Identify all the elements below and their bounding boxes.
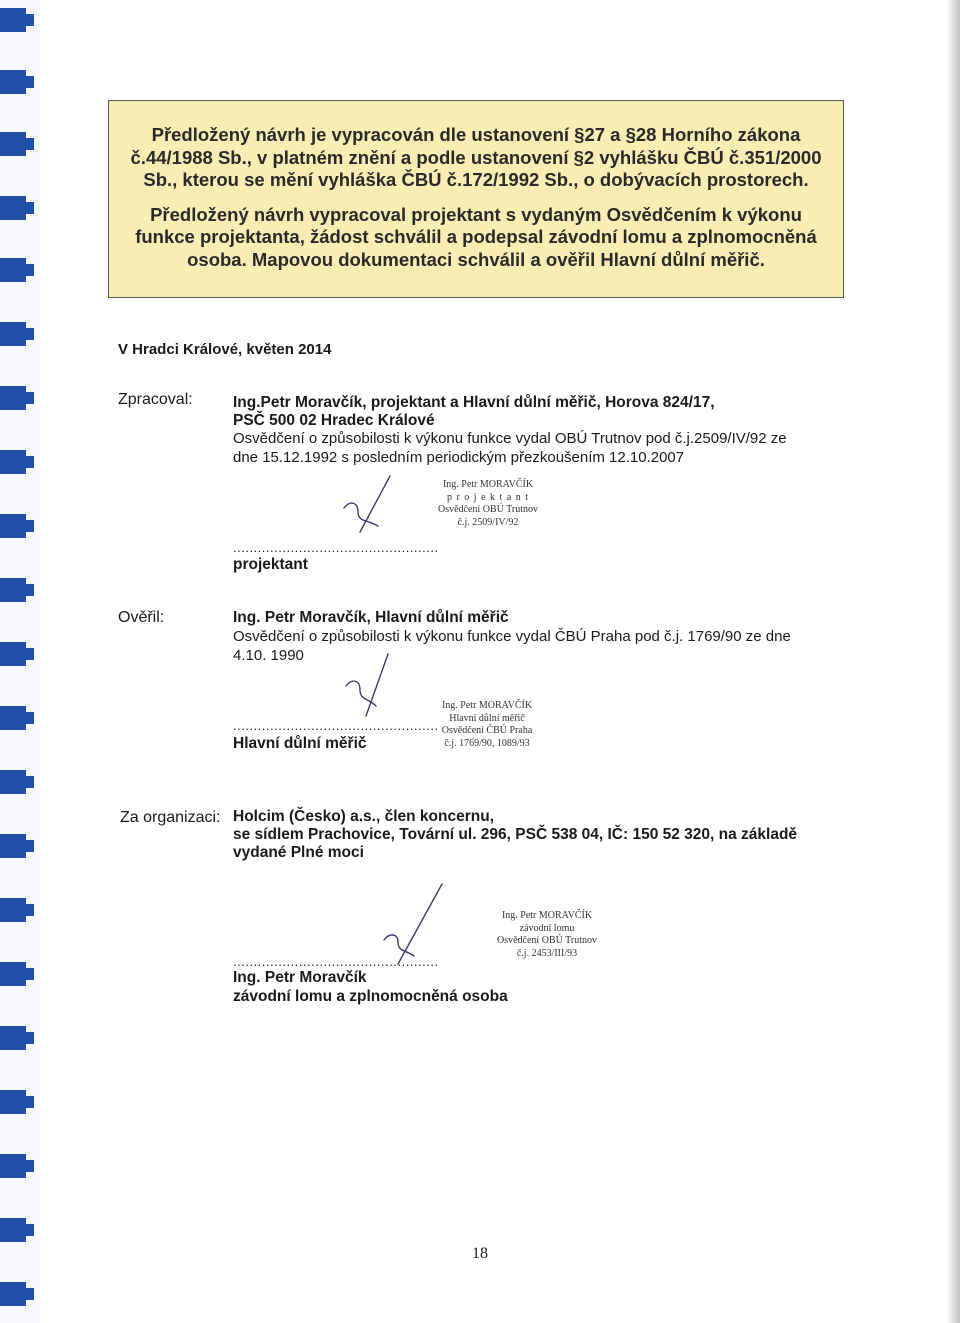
binder-tab <box>0 70 26 94</box>
overil-certificate-line: Osvědčení o způsobilosti k výkonu funkce vydal ČBÚ Praha pod č.j. 1769/90 ze dne <box>233 628 791 645</box>
merice-role: Hlavní důlní měřič <box>233 735 367 752</box>
binder-tab <box>0 898 26 922</box>
binder-tab <box>0 1154 26 1178</box>
zavodni-name: Ing. Petr Moravčík <box>233 969 367 986</box>
merice-signature-line: .................................................. <box>233 718 439 733</box>
binder-tab <box>0 642 26 666</box>
binder-spine <box>0 0 40 1323</box>
page-edge <box>946 0 960 1323</box>
overil-certificate-date-line: 4.10. 1990 <box>233 647 304 664</box>
binder-tab <box>0 1026 26 1050</box>
projektant-signature-line: .................................................. <box>233 540 439 555</box>
binder-tab <box>0 8 26 32</box>
zpracoval-address-line: PSČ 500 02 Hradec Králové <box>233 412 435 429</box>
organizace-label: Za organizaci: <box>120 809 221 826</box>
binder-tab <box>0 578 26 602</box>
zavodni-stamp: Ing. Petr MORAVČÍK závodní lomu Osvědčení OBÚ Trutnov č.j. 2453/III/93 <box>496 910 597 959</box>
overil-name-line: Ing. Petr Moravčík, Hlavní důlní měřič <box>233 609 509 626</box>
binder-tab <box>0 322 26 346</box>
zpracoval-name-line: Ing.Petr Moravčík, projektant a Hlavní důlní měřič, Horova 824/17, <box>233 394 715 411</box>
zavodni-signature-line: .................................................. <box>233 954 439 969</box>
notice-paragraph-2: Předložený návrh vypracoval projektant s vydaným Osvědčením k výkonu funkce projektanta, žádost schválil a podepsal závodní lomu a zplnomocněná osoba. Mapovou dokumentaci schválil a ověřil Hlavní důlní měřič. <box>135 203 817 270</box>
merice-signature <box>338 650 418 722</box>
binder-tab <box>0 962 26 986</box>
organizace-company-line: Holcim (Česko) a.s., člen koncernu, <box>233 808 494 825</box>
binder-tab <box>0 514 26 538</box>
binder-tab <box>0 450 26 474</box>
binder-tab <box>0 770 26 794</box>
place-date: V Hradci Králové, květen 2014 <box>118 341 332 358</box>
zpracoval-certificate-date-line: dne 15.12.1992 s posledním periodickým přezkoušením 12.10.2007 <box>233 449 685 466</box>
overil-label: Ověřil: <box>118 609 165 626</box>
organizace-address-line: se sídlem Prachovice, Tovární ul. 296, PSČ 538 04, IČ: 150 52 320, na základě <box>233 826 798 843</box>
binder-tab <box>0 706 26 730</box>
projektant-role: projektant <box>233 556 308 573</box>
binder-tab <box>0 258 26 282</box>
zavodni-role: závodní lomu a zplnomocněná osoba <box>233 988 508 1005</box>
binder-tab <box>0 386 26 410</box>
binder-tab <box>0 1282 26 1306</box>
page-number: 18 <box>472 1245 488 1262</box>
zpracoval-label: Zpracoval: <box>118 391 193 408</box>
binder-tab <box>0 1218 26 1242</box>
binder-tab <box>0 132 26 156</box>
legal-notice-box <box>108 100 844 298</box>
projektant-stamp: Ing. Petr MORAVČÍK p r o j e k t a n t Osvědčení OBÚ Trutnov č.j. 2509/IV/92 <box>437 479 538 528</box>
merice-stamp: Ing. Petr MORAVČÍK Hlavní důlní měřič Osvědčení ČBÚ Praha č.j. 1769/90, 1089/93 <box>441 700 533 749</box>
zpracoval-certificate-line: Osvědčení o způsobilosti k výkonu funkce vydal OBÚ Trutnov pod č.j.2509/IV/92 ze <box>233 430 787 447</box>
binder-tab <box>0 834 26 858</box>
binder-tab <box>0 1090 26 1114</box>
projektant-signature <box>338 470 418 540</box>
notice-paragraph-1: Předložený návrh je vypracován dle ustanovení §27 a §28 Horního zákona č.44/1988 Sb., v platném znění a podle ustanovení §2 vyhlášku ČBÚ č.351/2000 Sb., kterou se mění vyhláška ČBÚ č.172/1992 Sb., o dobývacích prostorech. <box>130 124 822 190</box>
organizace-power-line: vydané Plné moci <box>233 844 364 861</box>
binder-tab <box>0 196 26 220</box>
